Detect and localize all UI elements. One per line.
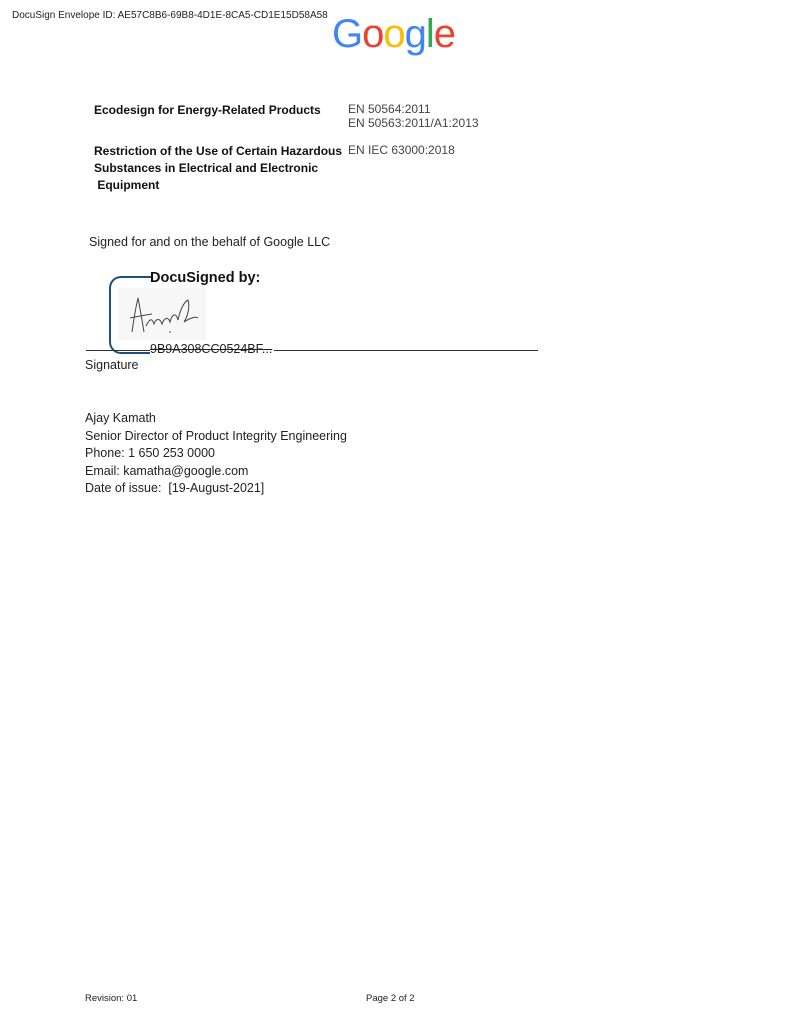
standard-name-line: Restriction of the Use of Certain Hazardous: [94, 144, 343, 158]
page-number-footer: Page 2 of 2: [366, 993, 415, 1004]
signatory-details: [85, 410, 347, 498]
standard-name-line: Equipment: [94, 178, 160, 192]
logo-letter: G: [332, 12, 363, 56]
logo-letter: l: [425, 12, 434, 56]
signature-hash: 9B9A308CC0524BF...: [150, 342, 273, 356]
logo-letter: o: [383, 12, 405, 56]
signatory-name: Ajay Kamath: [85, 411, 156, 425]
signatory-email: Email: kamatha@google.com: [85, 463, 249, 478]
logo-letter: o: [362, 12, 384, 56]
signatory-phone: Phone: 1 650 253 0000: [85, 446, 215, 460]
standard-value: EN 50563:2011/A1:2013: [348, 116, 479, 130]
standard-name: [94, 143, 348, 194]
standard-row: [94, 102, 534, 130]
standard-values: [348, 102, 479, 130]
signature-label: Signature: [85, 358, 139, 372]
standard-values: [348, 143, 455, 194]
logo-letter: g: [404, 12, 426, 56]
logo-letter: e: [433, 12, 456, 56]
standards-table: [94, 102, 534, 207]
google-logo: [332, 14, 455, 54]
signatory-title: Senior Director of Product Integrity Engineering: [85, 428, 347, 443]
docusign-envelope-id: DocuSign Envelope ID: AE57C8B6-69B8-4D1E-8CA5-CD1E15D58A58: [12, 10, 328, 21]
revision-footer: Revision: 01: [85, 993, 138, 1004]
handwritten-signature-image: [118, 288, 206, 340]
signed-for-text: Signed for and on the behalf of Google LLC: [89, 235, 331, 249]
standard-value: EN 50564:2011: [348, 102, 431, 116]
date-of-issue: Date of issue: [19-August-2021]: [85, 481, 265, 495]
standard-value: EN IEC 63000:2018: [348, 143, 455, 157]
standard-name: Ecodesign for Energy-Related Products: [94, 103, 321, 117]
docusigned-by-label: DocuSigned by:: [150, 270, 261, 286]
signature-scribble: [118, 288, 206, 340]
standard-row: [94, 143, 534, 194]
standard-name-line: Substances in Electrical and Electronic: [94, 161, 319, 175]
